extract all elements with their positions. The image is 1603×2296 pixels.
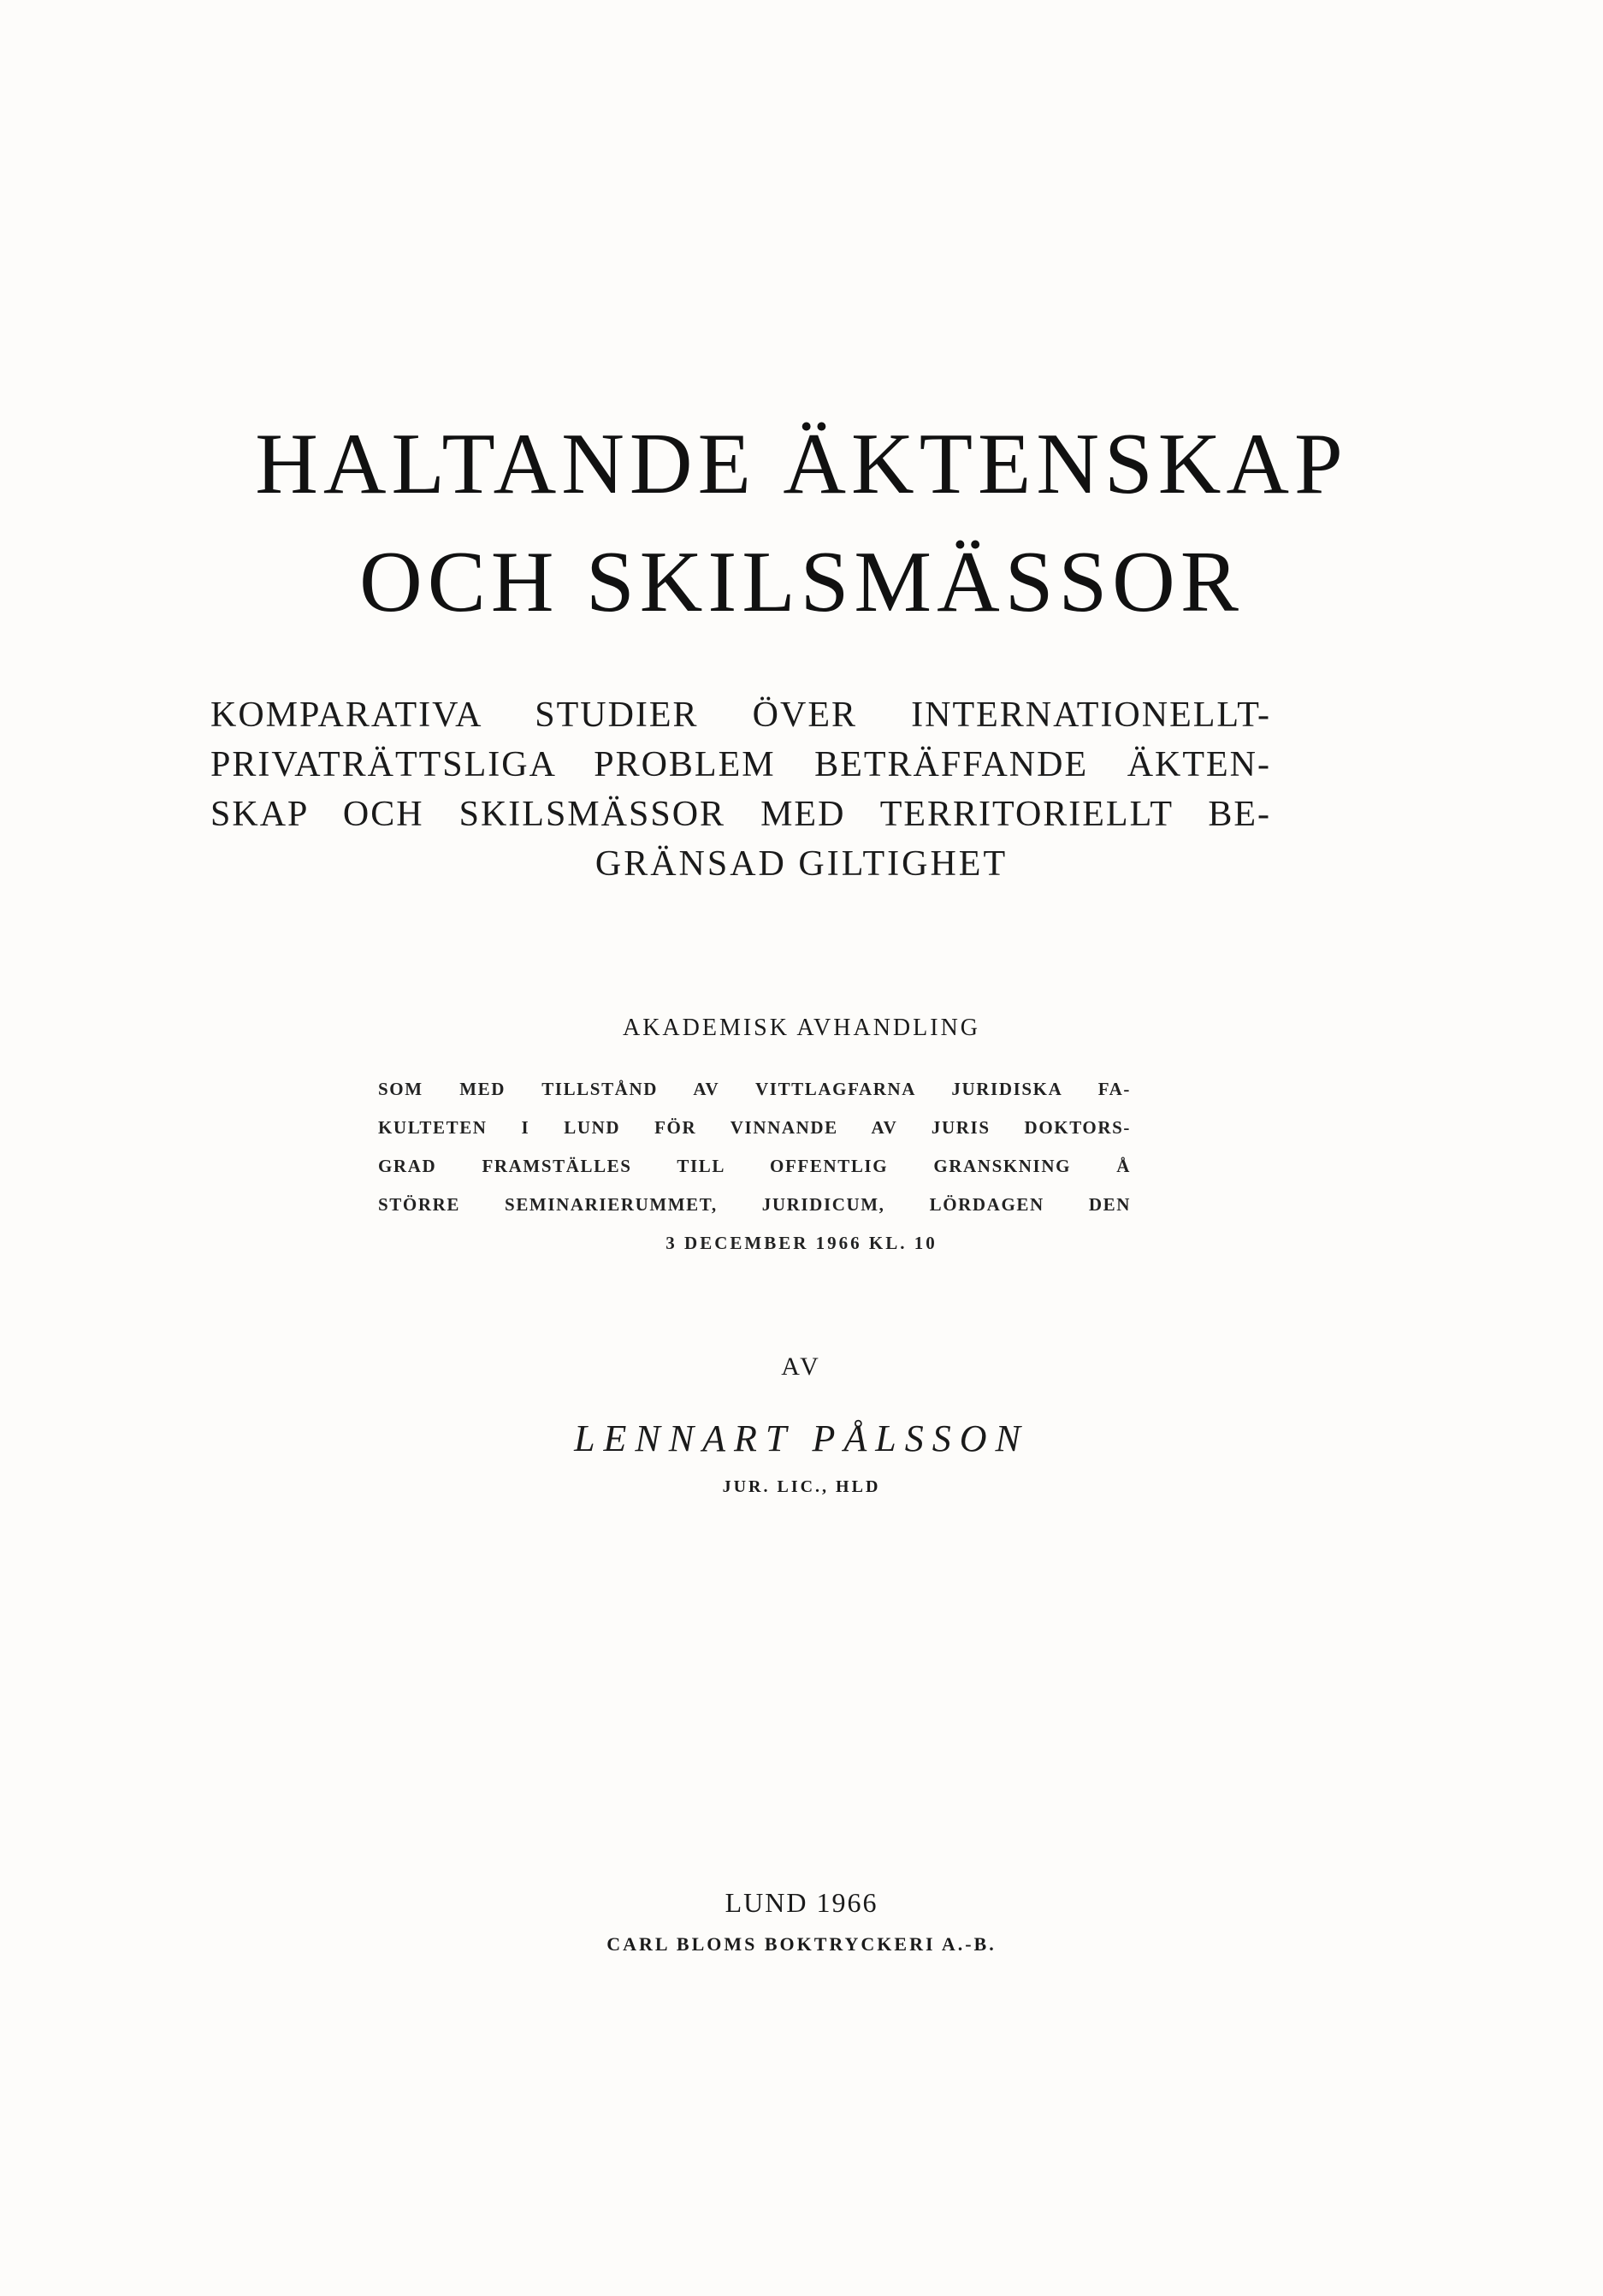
author-degree: JUR. LIC., HLD: [722, 1477, 881, 1496]
subtitle-line-2: PRIVATRÄTTSLIGA PROBLEM BETRÄFFANDE ÄKTEN-: [210, 745, 1271, 784]
defense-notice-line-3: GRAD FRAMSTÄLLES TILL OFFENTLIG GRANSKNING Å: [378, 1156, 1131, 1176]
defense-notice-line-4: STÖRRE SEMINARIERUMMET, JURIDICUM, LÖRDAGEN DEN: [378, 1194, 1131, 1215]
imprint-place-year: LUND 1966: [725, 1887, 878, 1918]
defense-notice-line-2: KULTETEN I LUND FÖR VINNANDE AV JURIS DOKTORS-: [378, 1117, 1131, 1138]
title-line-2: OCH SKILSMÄSSOR: [359, 534, 1244, 630]
subtitle-line-4: GRÄNSAD GILTIGHET: [594, 844, 1009, 884]
subtitle-line-3: SKAP OCH SKILSMÄSSOR MED TERRITORIELLT BE-: [210, 795, 1271, 834]
by-label: AV: [781, 1352, 822, 1381]
subtitle-line-1: KOMPARATIVA STUDIER ÖVER INTERNATIONELLT-: [210, 695, 1271, 735]
title-line-1: HALTANDE ÄKTENSKAP: [255, 416, 1348, 512]
defense-notice-line-1: SOM MED TILLSTÅND AV VITTLAGFARNA JURIDISKA FA-: [378, 1079, 1131, 1099]
author-name: LENNART PÅLSSON: [574, 1417, 1029, 1459]
dissertation-type: AKADEMISK AVHANDLING: [622, 1015, 981, 1041]
imprint-printer: CARL BLOMS BOKTRYCKERI A.-B.: [606, 1933, 997, 1955]
defense-notice-line-5: 3 DECEMBER 1966 KL. 10: [665, 1233, 938, 1253]
